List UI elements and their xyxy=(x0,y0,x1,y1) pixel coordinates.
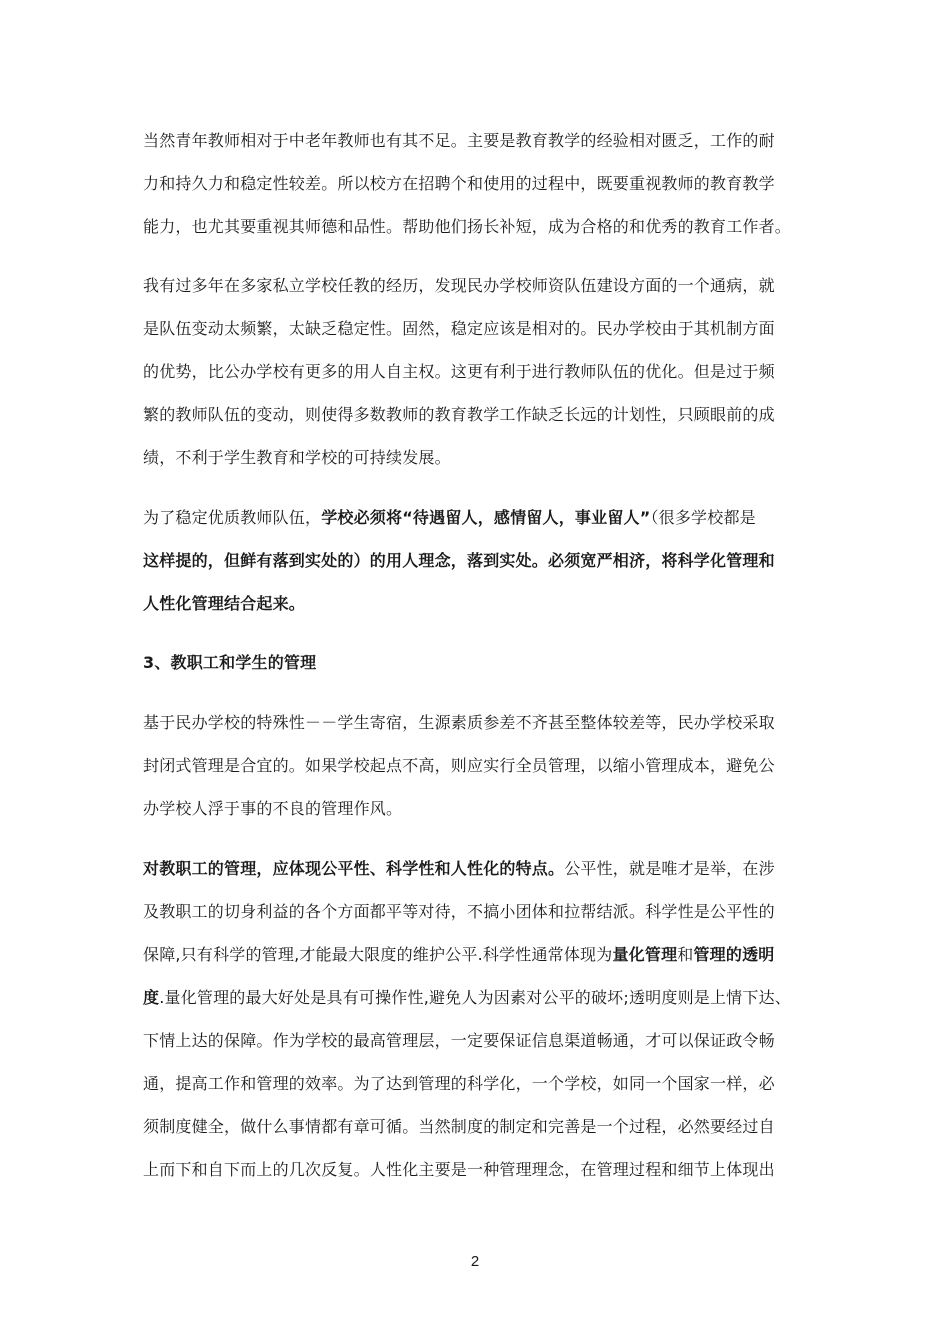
bold-term-transparency: 管理的透明 xyxy=(693,945,775,964)
page-number: 2 xyxy=(470,1253,480,1270)
paragraph-5-line-5: 下情上达的保障。作为学校的最高管理层，一定要保证信息渠道畅通，才可以保证政令畅 xyxy=(143,1031,775,1050)
section-heading: 3、教职工和学生的管理 xyxy=(143,653,317,672)
paragraph-5-line-3-text: 保障,只有科学的管理,才能最大限度的维护公平.科学性通常体现为 xyxy=(143,945,613,964)
paragraph-3-intro-text: 为了稳定优质教师队伍， xyxy=(143,508,322,527)
paragraph-1-line-1: 当然青年教师相对于中老年教师也有其不足。主要是教育教学的经验相对匮乏，工作的耐 xyxy=(143,131,775,150)
paragraph-5-line-1 xyxy=(143,858,775,880)
paragraph-5-line-4-text: .量化管理的最大好处是具有可操作性,避免人为因素对公平的破坏;透明度则是上情下达、 xyxy=(159,988,791,1007)
paragraph-2-line-1: 我有过多年在多家私立学校任教的经历，发现民办学校师资队伍建设方面的一个通病，就 xyxy=(143,276,775,295)
paragraph-4-line-1: 基于民办学校的特殊性－－学生寄宿，生源素质参差不齐甚至整体较差等，民办学校采取 xyxy=(143,713,775,732)
bold-term-transparency-end: 度 xyxy=(143,988,160,1007)
paragraph-4-line-2: 封闭式管理是合宜的。如果学校起点不高，则应实行全员管理，以缩小管理成本，避免公 xyxy=(143,756,775,775)
paragraph-2-line-2: 是队伍变动太频繁，太缺乏稳定性。固然，稳定应该是相对的。民办学校由于其机制方面 xyxy=(143,319,775,338)
paragraph-5-line-2: 及教职工的切身利益的各个方面都平等对待，不搞小团体和拉帮结派。科学性是公平性的 xyxy=(143,902,775,921)
bold-term-quantified-management: 量化管理 xyxy=(612,945,678,964)
paragraph-2-line-3: 的优势，比公办学校有更多的用人自主权。这更有利于进行教师队伍的优化。但是过于频 xyxy=(143,362,775,381)
paragraph-5-line-7: 须制度健全，做什么事情都有章可循。当然制度的制定和完善是一个过程，必然要经过自 xyxy=(143,1117,775,1136)
paragraph-1-line-2: 力和持久力和稳定性较差。所以校方在招聘个和使用的过程中，既要重视教师的教育教学 xyxy=(143,174,775,193)
paragraph-4-line-3: 办学校人浮于事的不良的管理作风。 xyxy=(143,799,403,818)
conjunction-text: 和 xyxy=(677,945,694,964)
paragraph-5-bold-lead: 对教职工的管理，应体现公平性、科学性和人性化的特点。 xyxy=(143,859,565,878)
paragraph-5-line-3 xyxy=(143,944,775,966)
paragraph-5-line-6: 通，提高工作和管理的效率。为了达到管理的科学化，一个学校，如同一个国家一样，必 xyxy=(143,1074,775,1093)
paragraph-5-line-4 xyxy=(143,987,791,1009)
paragraph-1-line-3: 能力，也尤其要重视其师德和品性。帮助他们扬长补短，成为合格的和优秀的教育工作者。 xyxy=(143,217,792,236)
paragraph-3-line-3: 人性化管理结合起来。 xyxy=(143,594,306,613)
paragraph-3-bold-text: 学校必须将“待遇留人，感情留人，事业留人” xyxy=(321,508,651,527)
paragraph-3-tail-text: （很多学校都是 xyxy=(650,508,756,527)
paragraph-3-line-2: 这样提的，但鲜有落到实处的）的用人理念，落到实处。必须宽严相济，将科学化管理和 xyxy=(143,551,775,570)
paragraph-3-line-1 xyxy=(143,507,756,529)
paragraph-5-lead-tail: 公平性，就是唯才是举，在涉 xyxy=(564,859,775,878)
paragraph-2-line-4: 繁的教师队伍的变动，则使得多数教师的教育教学工作缺乏长远的计划性，只顾眼前的成 xyxy=(143,405,775,424)
paragraph-5-line-8: 上而下和自下而上的几次反复。人性化主要是一种管理理念，在管理过程和细节上体现出 xyxy=(143,1160,775,1179)
paragraph-2-line-5: 绩，不利于学生教育和学校的可持续发展。 xyxy=(143,448,451,467)
